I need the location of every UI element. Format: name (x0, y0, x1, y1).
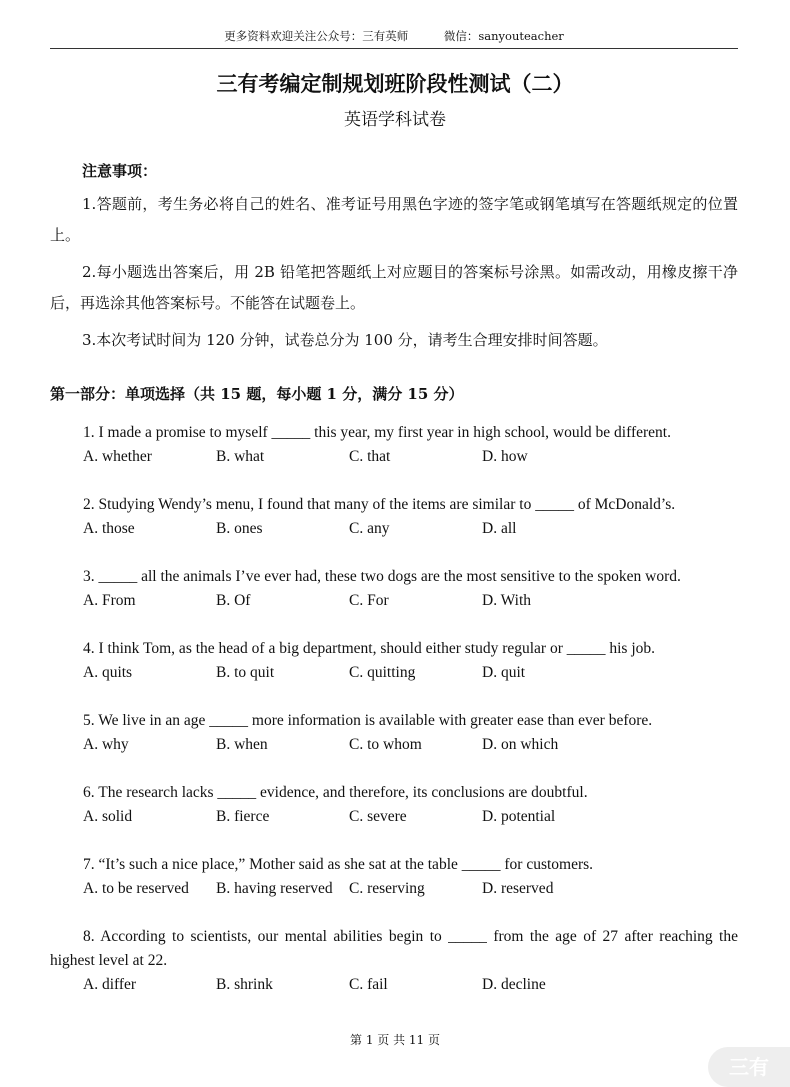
question-item (50, 853, 738, 901)
option-a: A. those (83, 520, 135, 537)
option-b: B. to quit (216, 664, 275, 681)
option-d: D. quit (482, 664, 526, 681)
question-options (50, 517, 738, 541)
header-wechat-account: 更多资料欢迎关注公众号：三有英师 (224, 29, 409, 43)
question-options (50, 445, 738, 469)
question-options (50, 661, 738, 685)
question-options (50, 589, 738, 613)
question-item (50, 637, 738, 685)
option-b: B. Of (216, 592, 251, 609)
notice-item: 2.每小题选出答案后，用 2B 铅笔把答题纸上对应题目的答案标号涂黑。如需改动，用橡皮擦干净后，再选涂其他答案标号。不能答在试题卷上。 (50, 263, 738, 312)
option-c: C. to whom (349, 736, 422, 753)
question-stem: 4. I think Tom, as the head of a big department, should either study regular or _____ his job. (83, 640, 656, 657)
question-stem: 8. According to scientists, our mental abilities begin to _____ from the age of 27 after reaching the highest level at 22. (50, 928, 738, 969)
option-b: B. what (216, 448, 265, 465)
question-stem: 2. Studying Wendy’s menu, I found that many of the items are similar to _____ of McDonald’s. (83, 496, 676, 513)
option-c: C. severe (349, 808, 407, 825)
header-wechat-id: 微信：sanyouteacher (443, 29, 564, 43)
question-stem: 7. “It’s such a nice place,” Mother said as she sat at the table _____ for customers. (83, 856, 594, 873)
option-d: D. potential (482, 808, 556, 825)
question-item (50, 781, 738, 829)
option-c: C. fail (349, 976, 388, 993)
exam-title: 三有考编定制规划班阶段性测试（二） (216, 71, 574, 96)
option-c: C. quitting (349, 664, 416, 681)
option-c: C. that (349, 448, 391, 465)
notice-section (50, 160, 738, 362)
question-stem: 5. We live in an age _____ more information is available with greater ease than ever before. (83, 712, 653, 729)
question-item (50, 565, 738, 613)
watermark-logo: 三有 (708, 1047, 790, 1087)
option-c: C. any (349, 520, 390, 537)
option-d: D. how (482, 448, 528, 465)
notice-item: 3.本次考试时间为 120 分钟，试卷总分为 100 分，请考生合理安排时间答题。 (82, 331, 608, 349)
page-header (50, 22, 738, 49)
option-d: D. With (482, 592, 532, 609)
option-b: B. having reserved (216, 880, 333, 897)
question-options (50, 973, 738, 997)
question-options (50, 805, 738, 829)
option-d: D. decline (482, 976, 546, 993)
question-stem: 3. _____ all the animals I’ve ever had, these two dogs are the most sensitive to the spoken word. (83, 568, 681, 585)
question-stem: 6. The research lacks _____ evidence, and therefore, its conclusions are doubtful. (83, 784, 588, 801)
option-b: B. when (216, 736, 268, 753)
question-item (50, 493, 738, 541)
option-d: D. on which (482, 736, 559, 753)
option-a: A. From (83, 592, 136, 609)
option-a: A. why (83, 736, 129, 753)
question-item (50, 709, 738, 757)
option-b: B. ones (216, 520, 263, 537)
question-list (50, 421, 738, 1021)
option-a: A. quits (83, 664, 133, 681)
question-item (50, 925, 738, 997)
notice-heading: 注意事项： (82, 162, 158, 180)
option-d: D. reserved (482, 880, 554, 897)
option-b: B. fierce (216, 808, 270, 825)
option-a: A. solid (83, 808, 133, 825)
option-b: B. shrink (216, 976, 273, 993)
option-c: C. reserving (349, 880, 425, 897)
option-a: A. differ (83, 976, 137, 993)
notice-item: 1.答题前，考生务必将自己的姓名、准考证号用黑色字迹的签字笔或钢笔填写在答题纸规定的位置上。 (50, 195, 738, 244)
question-item (50, 421, 738, 469)
option-a: A. to be reserved (83, 880, 189, 897)
exam-subtitle: 英语学科试卷 (344, 110, 446, 130)
option-c: C. For (349, 592, 389, 609)
question-options (50, 733, 738, 757)
section-heading: 第一部分：单项选择（共 15 题，每小题 1 分，满分 15 分） (50, 385, 464, 403)
option-a: A. whether (83, 448, 152, 465)
question-stem: 1. I made a promise to myself _____ this year, my first year in high school, would be different. (83, 424, 671, 441)
option-d: D. all (482, 520, 517, 537)
question-options (50, 877, 738, 901)
page-footer: 第 1 页 共 11 页 (350, 1033, 440, 1047)
